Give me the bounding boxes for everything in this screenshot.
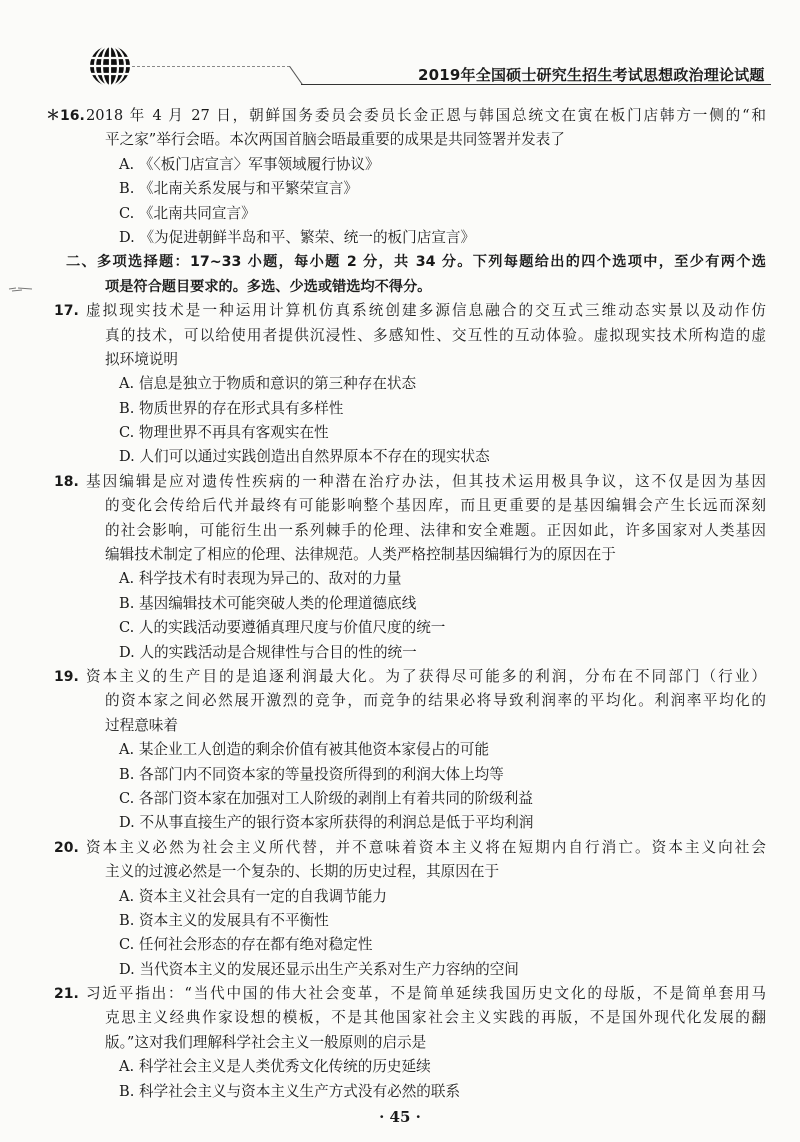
option-c: C. 人的实践活动要遵循真理尺度与价值尺度的统一 [119, 619, 446, 637]
question-stem-line: 真的技术，可以给使用者提供沉浸性、多感知性、交互性的互动体验。虚拟现实技术所构造的虚 [105, 326, 766, 344]
option-b: B. 物质世界的存在形式具有多样性 [119, 399, 344, 417]
option-a: A. 信息是独立于物质和意识的第三种存在状态 [119, 375, 417, 393]
question-stem-line: 过程意味着 [105, 716, 178, 734]
question-number: 20. [54, 839, 79, 856]
question-stem-line: 20. 资本主义必然为社会主义所代替，并不意味着资本主义将在短期内自行消亡。资本主义向社会 [86, 836, 766, 860]
margin-mark [8, 284, 34, 294]
option-b: B. 科学社会主义与资本主义生产方式没有必然的联系 [119, 1082, 461, 1100]
option-a: A. 《〈板门店宣言〉军事领域履行协议》 [119, 155, 380, 173]
question-number: 17. [54, 303, 79, 320]
option-c: C. 物理世界不再具有客观实在性 [119, 424, 329, 442]
section-heading-cont: 项是符合题目要求的。多选、少选或错选均不得分。 [105, 278, 432, 295]
question-stem-line: 19. 资本主义的生产目的是追逐利润最大化。为了获得尽可能多的利润，分布在不同部门（行业） [86, 665, 766, 689]
option-c: C. 各部门资本家在加强对工人阶级的剥削上有着共同的阶级利益 [119, 789, 533, 807]
globe-logo-icon [88, 44, 132, 88]
question-stem-line: 的社会影响，可能衍生出一系列棘手的伦理、法律和安全难题。正因如此，许多国家对人类基因 [105, 521, 766, 539]
question-stem-line: 的变化会传给后代并最终有可能影响整个基因库，而且更重要的是基因编辑会产生长远而深刻 [105, 497, 766, 515]
option-b: B. 资本主义的发展具有不平衡性 [119, 911, 329, 929]
question-number: ＊16. [46, 108, 85, 124]
option-b: B. 各部门内不同资本家的等量投资所得到的利润大体上均等 [119, 765, 504, 783]
option-d: D. 当代资本主义的发展还显示出生产关系对生产力容纳的空间 [119, 960, 519, 978]
question-stem-line: ＊16. 2018 年 4 月 27 日，朝鲜国务委员会委员长金正恩与韩国总统文在寅在板门店韩方一侧的“和 [86, 104, 766, 128]
option-a: A. 科学社会主义是人类优秀文化传统的历史延续 [119, 1058, 431, 1076]
exam-content [46, 104, 766, 1104]
page-number: · 45 · [379, 1108, 421, 1126]
option-a: A. 科学技术有时表现为异己的、敌对的力量 [119, 570, 402, 588]
question-number: 18. [54, 473, 79, 490]
question-number: 21. [54, 986, 79, 1003]
option-a: A. 资本主义社会具有一定的自我调节能力 [119, 887, 387, 905]
question-stem-line: 编辑技术制定了相应的伦理、法律规范。人类严格控制基因编辑行为的原因在于 [105, 546, 616, 564]
section-multiple-choice [66, 250, 766, 299]
option-d: D. 不从事直接生产的银行资本家所获得的利润总是低于平均利润 [119, 814, 534, 832]
option-b: B. 基因编辑技术可能突破人类的伦理道德底线 [119, 594, 417, 612]
question-16 [46, 104, 766, 250]
option-c: C. 任何社会形态的存在都有绝对稳定性 [119, 936, 373, 954]
option-b: B. 《北南关系发展与和平繁荣宣言》 [119, 180, 358, 198]
option-d: D. 人们可以通过实践创造出自然界原本不存在的现实状态 [119, 448, 490, 466]
page-title: 2019年全国硕士研究生招生考试思想政治理论试题 [418, 66, 765, 84]
question-stem-line: 主义的过渡必然是一个复杂的、长期的历史过程，其原因在于 [105, 863, 500, 881]
page-header [0, 0, 800, 100]
question-18 [54, 470, 766, 665]
option-d: D. 《为促进朝鲜半岛和平、繁荣、统一的板门店宣言》 [119, 228, 476, 246]
question-stem-line: 克思主义经典作家设想的模板，不是其他国家社会主义实践的再版，不是国外现代化发展的翻 [105, 1009, 766, 1027]
question-20 [54, 836, 766, 982]
question-stem-line: 版。”这对我们理解科学社会主义一般原则的启示是 [105, 1033, 427, 1051]
option-d: D. 人的实践活动是合规律性与合目的性的统一 [119, 643, 417, 661]
option-c: C. 《北南共同宣言》 [119, 204, 256, 222]
question-stem-line: 的资本家之间必然展开激烈的竞争，而竞争的结果必将导致利润率的平均化。利润率平均化的 [105, 692, 766, 710]
question-17 [54, 299, 766, 470]
header-slant-line [271, 66, 302, 97]
question-stem-line: 拟环境说明 [105, 350, 178, 368]
header-dashed-line [132, 66, 290, 67]
question-stem-line: 21. 习近平指出：“当代中国的伟大社会变革，不是简单延续我国历史文化的母版，不是简单套用马 [86, 982, 766, 1006]
question-stem-line: 17. 虚拟现实技术是一种运用计算机仿真系统创建多源信息融合的交互式三维动态实景以及动作仿 [86, 299, 766, 323]
question-21 [54, 982, 766, 1104]
option-a: A. 某企业工人创造的剩余价值有被其他资本家侵占的可能 [119, 741, 490, 759]
question-number: 19. [54, 668, 79, 685]
question-stem-line: 平之家”举行会晤。本次两国首脑会晤最重要的成果是共同签署并发表了 [105, 131, 565, 149]
question-19 [54, 665, 766, 836]
section-heading: 二、多项选择题：17~33 小题，每小题 2 分，共 34 分。下列每题给出的四个选项中，至少有两个选 [66, 254, 766, 271]
question-stem-line: 18. 基因编辑是应对遗传性疾病的一种潜在治疗办法，但其技术运用极具争议，这不仅是因为基因 [86, 470, 766, 494]
